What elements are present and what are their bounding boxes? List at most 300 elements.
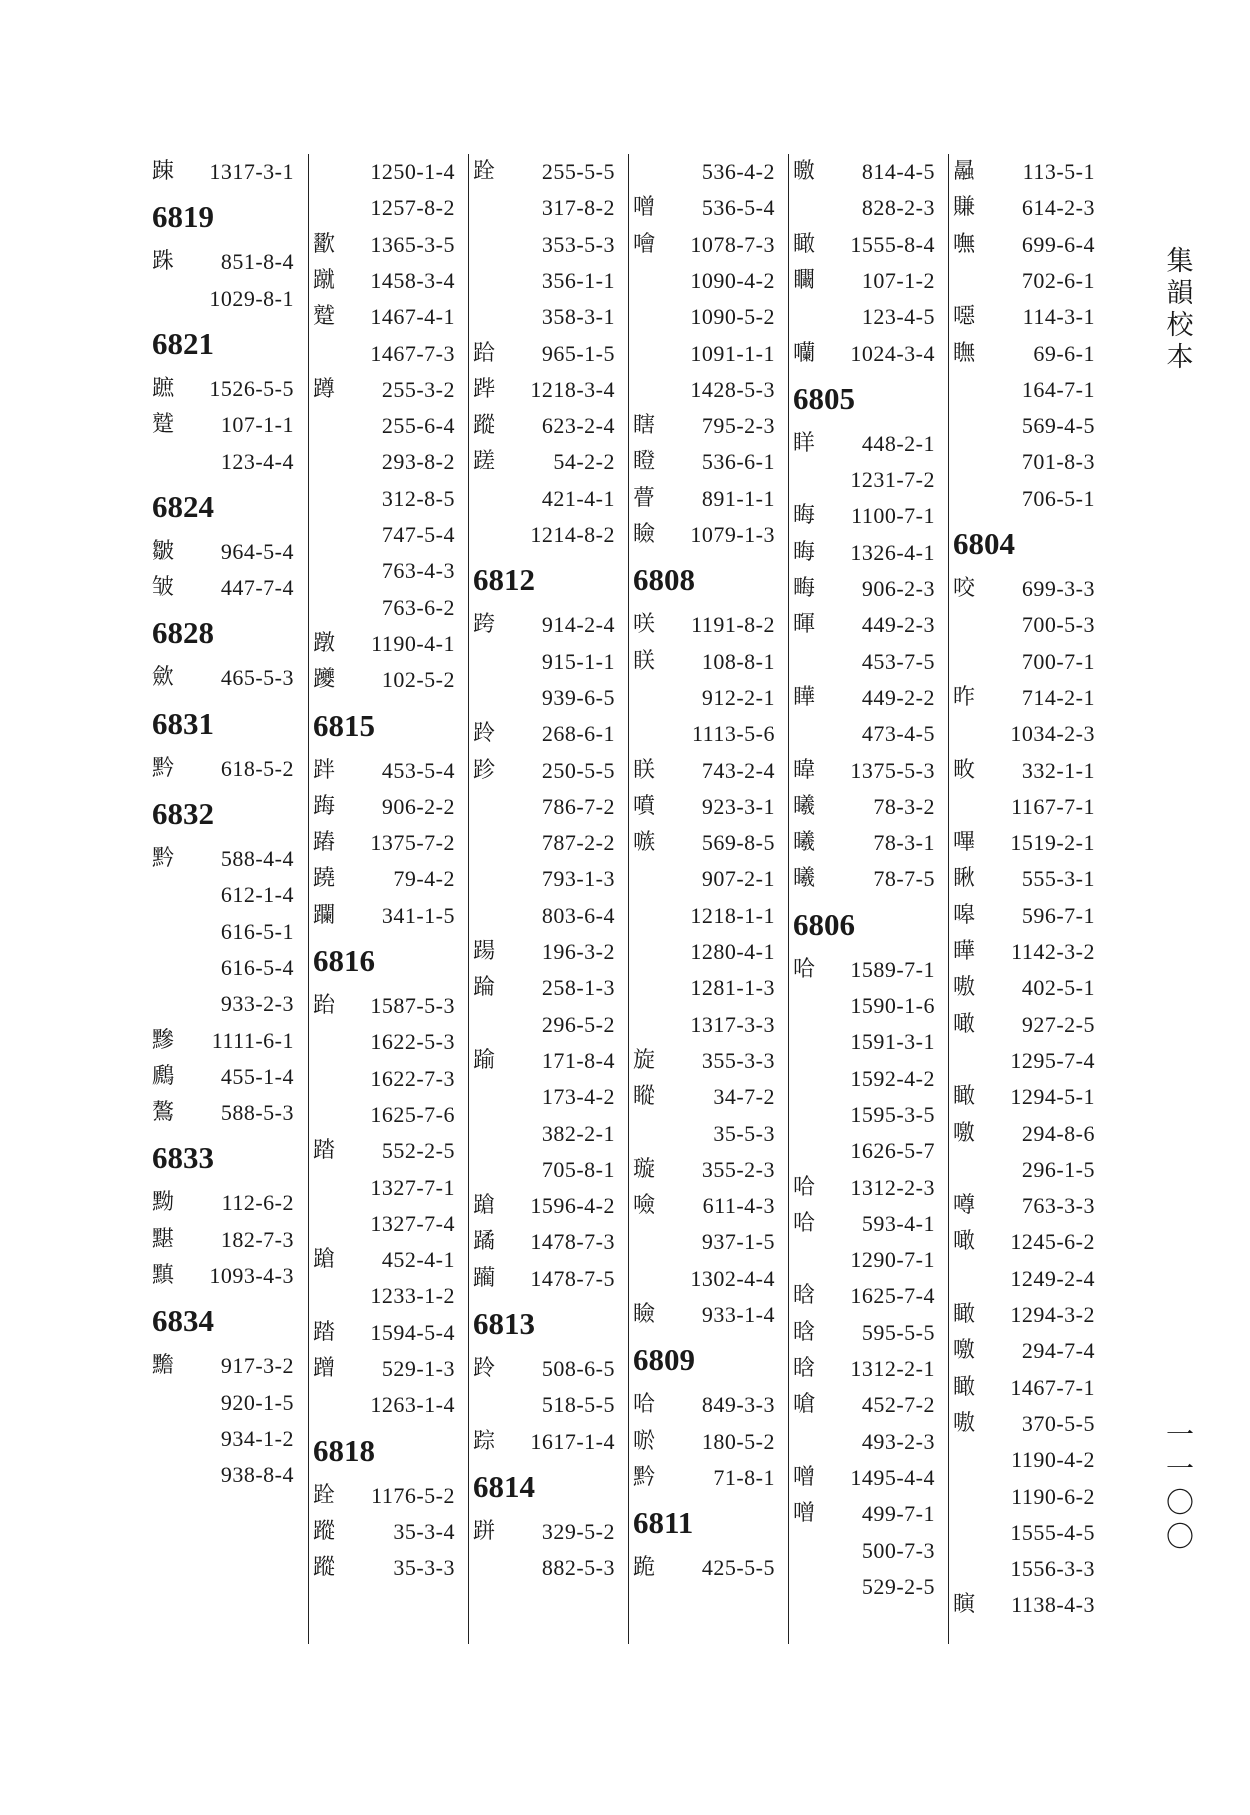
index-entry bbox=[629, 1116, 779, 1152]
entry-reference: 258-1-3 bbox=[541, 975, 615, 1001]
index-entry bbox=[949, 789, 1099, 825]
entry-reference: 763-3-3 bbox=[1021, 1193, 1095, 1219]
entry-reference: 915-1-1 bbox=[541, 648, 615, 674]
index-entry bbox=[629, 680, 779, 716]
entry-character: 矙 bbox=[793, 267, 816, 293]
entry-reference: 1024-3-4 bbox=[850, 340, 935, 366]
entry-reference: 1327-7-4 bbox=[370, 1210, 455, 1236]
index-entry bbox=[949, 970, 1099, 1006]
entry-reference: 78-3-1 bbox=[873, 830, 935, 856]
entry-reference: 329-5-2 bbox=[541, 1518, 615, 1544]
entry-reference: 465-5-3 bbox=[220, 665, 294, 691]
entry-reference: 71-8-1 bbox=[713, 1464, 775, 1490]
entry-reference: 595-5-5 bbox=[861, 1319, 935, 1345]
index-column-6 bbox=[948, 154, 1109, 1644]
entry-reference: 1290-7-1 bbox=[850, 1247, 935, 1273]
entry-reference: 452-7-2 bbox=[861, 1392, 935, 1418]
index-entry bbox=[309, 626, 459, 662]
index-entry bbox=[949, 1551, 1099, 1587]
index-entry bbox=[469, 716, 619, 752]
entry-reference: 1375-5-3 bbox=[850, 757, 935, 783]
index-entry bbox=[148, 1185, 298, 1221]
index-entry bbox=[789, 1024, 939, 1060]
entry-reference: 113-5-1 bbox=[1022, 159, 1095, 184]
index-entry bbox=[469, 970, 619, 1006]
entry-character: 晗 bbox=[793, 1319, 816, 1345]
index-entry bbox=[949, 898, 1099, 934]
section-heading: 6831 bbox=[152, 705, 214, 741]
index-entry bbox=[949, 408, 1099, 444]
entry-reference: 763-6-2 bbox=[381, 594, 455, 620]
entry-reference: 1029-8-1 bbox=[209, 285, 294, 311]
entry-character: 瞼 bbox=[633, 1302, 656, 1327]
entry-reference: 1090-5-2 bbox=[690, 304, 775, 330]
index-entry bbox=[309, 825, 459, 861]
index-entry bbox=[629, 263, 779, 299]
section-heading: 6834 bbox=[152, 1303, 214, 1339]
entry-character: 瞅 bbox=[953, 866, 976, 892]
entry-reference: 518-5-5 bbox=[541, 1392, 615, 1418]
index-entry bbox=[148, 444, 298, 480]
entry-reference: 702-6-1 bbox=[1021, 267, 1095, 293]
entry-reference: 938-8-4 bbox=[220, 1462, 294, 1488]
index-entry bbox=[629, 1460, 779, 1496]
index-entry bbox=[309, 861, 459, 897]
section-heading: 6816 bbox=[313, 943, 375, 978]
index-entry bbox=[949, 825, 1099, 861]
index-entry bbox=[469, 1188, 619, 1224]
index-entry bbox=[789, 716, 939, 752]
entry-character: 噌 bbox=[633, 195, 656, 221]
entry-reference: 588-4-4 bbox=[220, 846, 294, 871]
entry-reference: 939-6-5 bbox=[541, 684, 615, 710]
index-entry bbox=[789, 1061, 939, 1097]
entry-character: 蹭 bbox=[313, 1356, 336, 1381]
index-entry bbox=[629, 1152, 779, 1188]
index-entry bbox=[949, 1515, 1099, 1551]
entry-reference: 54-2-2 bbox=[553, 449, 615, 475]
index-entry bbox=[309, 517, 459, 553]
section-heading: 6805 bbox=[793, 380, 855, 416]
entry-reference: 112-6-2 bbox=[221, 1190, 294, 1216]
entry-reference: 914-2-4 bbox=[541, 612, 615, 638]
entry-reference: 814-4-5 bbox=[861, 159, 935, 184]
entry-character: 噞 bbox=[633, 1193, 656, 1219]
index-entry bbox=[789, 789, 939, 825]
index-entry bbox=[789, 498, 939, 534]
entry-reference: 69-6-1 bbox=[1033, 340, 1095, 366]
entry-reference: 706-5-1 bbox=[1021, 485, 1095, 511]
entry-character: 跪 bbox=[633, 1555, 656, 1581]
entry-reference: 1249-2-4 bbox=[1010, 1265, 1095, 1291]
entry-reference: 1317-3-1 bbox=[209, 159, 294, 184]
entry-reference: 1295-7-4 bbox=[1010, 1047, 1095, 1073]
index-entry bbox=[148, 534, 298, 570]
entry-reference: 453-5-4 bbox=[381, 757, 455, 783]
entry-reference: 699-3-3 bbox=[1021, 576, 1095, 601]
index-entry bbox=[469, 1079, 619, 1115]
index-columns bbox=[148, 154, 1098, 1644]
entry-reference: 1458-3-4 bbox=[370, 267, 455, 293]
index-entry bbox=[789, 607, 939, 643]
entry-reference: 508-6-5 bbox=[541, 1356, 615, 1381]
index-entry bbox=[469, 789, 619, 825]
entry-character: 曄 bbox=[953, 939, 976, 964]
page-number: 一一〇〇 bbox=[1165, 1418, 1194, 1553]
index-entry bbox=[148, 1222, 298, 1258]
entry-reference: 1312-2-3 bbox=[850, 1174, 935, 1200]
index-entry bbox=[789, 1351, 939, 1387]
entry-reference: 1218-3-4 bbox=[530, 376, 615, 402]
index-entry bbox=[309, 1278, 459, 1314]
index-entry bbox=[469, 680, 619, 716]
entry-character: 瞪 bbox=[633, 449, 656, 475]
entry-character: 黝 bbox=[152, 1190, 175, 1216]
index-entry bbox=[629, 644, 779, 680]
entry-character: 噂 bbox=[953, 1193, 976, 1219]
entry-character: 噲 bbox=[633, 231, 656, 257]
entry-reference: 455-1-4 bbox=[220, 1063, 294, 1089]
entry-character: 躨 bbox=[313, 667, 336, 693]
entry-character: 蹤 bbox=[313, 1518, 336, 1544]
entry-reference: 1495-4-4 bbox=[850, 1464, 935, 1490]
entry-character: 黔 bbox=[633, 1464, 656, 1490]
entry-reference: 493-2-3 bbox=[861, 1428, 935, 1454]
entry-reference: 787-2-2 bbox=[541, 830, 615, 856]
index-entry bbox=[469, 1261, 619, 1297]
index-entry bbox=[469, 934, 619, 970]
entry-reference: 1190-6-2 bbox=[1011, 1483, 1095, 1509]
entry-reference: 933-2-3 bbox=[220, 991, 294, 1017]
index-entry bbox=[629, 1261, 779, 1297]
entry-reference: 317-8-2 bbox=[541, 195, 615, 221]
entry-reference: 743-2-4 bbox=[701, 757, 775, 783]
entry-character: 踏 bbox=[313, 1138, 336, 1164]
index-entry bbox=[949, 299, 1099, 335]
index-entry bbox=[309, 1550, 459, 1586]
entry-character: 皺 bbox=[152, 538, 175, 564]
entry-character: 蹤 bbox=[473, 413, 496, 439]
index-entry bbox=[629, 934, 779, 970]
entry-reference: 449-2-3 bbox=[861, 612, 935, 638]
entry-reference: 1327-7-1 bbox=[370, 1174, 455, 1200]
index-entry bbox=[469, 372, 619, 408]
index-entry bbox=[949, 1007, 1099, 1043]
entry-character: 瞰 bbox=[793, 231, 816, 257]
section-heading: 6812 bbox=[473, 562, 535, 598]
entry-reference: 699-6-4 bbox=[1021, 231, 1095, 257]
entry-reference: 1280-4-1 bbox=[690, 939, 775, 964]
entry-reference: 927-2-5 bbox=[1021, 1011, 1095, 1037]
entry-reference: 102-5-2 bbox=[381, 667, 455, 693]
entry-reference: 35-3-3 bbox=[393, 1555, 455, 1581]
entry-reference: 294-8-6 bbox=[1021, 1120, 1095, 1146]
entry-character: 咬 bbox=[953, 576, 976, 601]
entry-reference: 1365-3-5 bbox=[370, 231, 455, 257]
entry-reference: 341-1-5 bbox=[381, 902, 455, 928]
index-entry bbox=[309, 662, 459, 698]
index-entry bbox=[789, 190, 939, 226]
index-entry bbox=[309, 1242, 459, 1278]
entry-reference: 78-3-2 bbox=[873, 793, 935, 819]
entry-reference: 296-1-5 bbox=[1021, 1156, 1095, 1182]
index-entry bbox=[629, 1387, 779, 1423]
entry-reference: 1245-6-2 bbox=[1010, 1229, 1095, 1255]
entry-character: 嗾 bbox=[633, 830, 656, 856]
entry-reference: 747-5-4 bbox=[381, 522, 455, 547]
entry-character: 噭 bbox=[953, 1338, 976, 1364]
entry-reference: 1587-5-3 bbox=[370, 993, 455, 1018]
entry-character: 噴 bbox=[633, 793, 656, 819]
index-entry bbox=[789, 336, 939, 372]
entry-reference: 1519-2-1 bbox=[1010, 830, 1095, 856]
index-entry bbox=[309, 1478, 459, 1514]
index-entry bbox=[949, 1152, 1099, 1188]
entry-character: 嗥 bbox=[953, 902, 976, 928]
entry-character: 跦 bbox=[152, 249, 175, 275]
entry-reference: 1231-7-2 bbox=[850, 467, 935, 493]
index-entry bbox=[469, 898, 619, 934]
index-entry bbox=[789, 299, 939, 335]
entry-character: 瞎 bbox=[633, 413, 656, 439]
entry-reference: 1591-3-1 bbox=[850, 1029, 935, 1055]
entry-character: 蹫 bbox=[473, 1229, 496, 1255]
index-entry bbox=[629, 607, 779, 643]
entry-character: 跧 bbox=[313, 1482, 336, 1508]
entry-reference: 1090-4-2 bbox=[690, 267, 775, 293]
index-entry bbox=[469, 644, 619, 680]
entry-reference: 552-2-5 bbox=[381, 1138, 455, 1164]
entry-reference: 1555-8-4 bbox=[850, 231, 935, 257]
entry-reference: 382-2-1 bbox=[541, 1120, 615, 1146]
index-entry bbox=[309, 988, 459, 1024]
entry-reference: 1590-1-6 bbox=[850, 993, 935, 1018]
index-entry bbox=[148, 154, 298, 190]
index-entry bbox=[148, 1258, 298, 1294]
entry-reference: 612-1-4 bbox=[220, 882, 294, 908]
index-entry bbox=[148, 1457, 298, 1493]
entry-reference: 569-8-5 bbox=[701, 830, 775, 856]
index-entry bbox=[629, 789, 779, 825]
index-entry bbox=[789, 1278, 939, 1314]
entry-reference: 123-4-4 bbox=[220, 448, 294, 474]
index-entry bbox=[949, 154, 1099, 190]
entry-character: 曦 bbox=[793, 830, 816, 856]
entry-reference: 114-3-1 bbox=[1022, 304, 1095, 330]
index-entry bbox=[309, 1170, 459, 1206]
entry-reference: 906-2-3 bbox=[861, 576, 935, 601]
entry-reference: 1294-5-1 bbox=[1010, 1084, 1095, 1110]
entry-reference: 529-2-5 bbox=[861, 1573, 935, 1599]
index-entry bbox=[949, 1406, 1099, 1442]
index-entry bbox=[789, 462, 939, 498]
entry-reference: 700-7-1 bbox=[1021, 648, 1095, 674]
entry-reference: 268-6-1 bbox=[541, 721, 615, 747]
entry-reference: 616-5-4 bbox=[220, 954, 294, 980]
entry-character: 皱 bbox=[152, 575, 175, 601]
entry-reference: 611-4-3 bbox=[702, 1193, 775, 1219]
index-entry bbox=[629, 336, 779, 372]
index-entry bbox=[469, 1043, 619, 1079]
entry-character: 踰 bbox=[473, 1047, 496, 1073]
book-title: 集韻校本 bbox=[1166, 246, 1194, 373]
entry-character: 瞱 bbox=[793, 684, 816, 710]
index-entry bbox=[949, 372, 1099, 408]
entry-character: 嗷 bbox=[953, 1410, 976, 1436]
index-column-3 bbox=[468, 154, 629, 1644]
entry-reference: 1556-3-3 bbox=[1010, 1556, 1095, 1582]
index-entry bbox=[309, 898, 459, 934]
entry-character: 歛 bbox=[152, 665, 175, 691]
index-entry bbox=[949, 336, 1099, 372]
index-entry bbox=[949, 263, 1099, 299]
index-entry bbox=[949, 1079, 1099, 1115]
entry-reference: 452-4-1 bbox=[381, 1247, 455, 1273]
index-entry bbox=[949, 444, 1099, 480]
entry-reference: 1589-7-1 bbox=[850, 956, 935, 982]
index-entry bbox=[469, 336, 619, 372]
index-entry bbox=[789, 1133, 939, 1169]
index-entry bbox=[949, 1587, 1099, 1623]
index-entry bbox=[469, 517, 619, 553]
index-entry bbox=[629, 517, 779, 553]
index-entry bbox=[949, 753, 1099, 789]
index-entry bbox=[789, 861, 939, 897]
entry-reference: 255-6-4 bbox=[381, 413, 455, 439]
entry-reference: 1595-3-5 bbox=[850, 1101, 935, 1127]
entry-reference: 107-1-2 bbox=[861, 267, 935, 293]
index-entry bbox=[789, 1242, 939, 1278]
entry-character: 噌 bbox=[793, 1464, 816, 1490]
index-entry bbox=[309, 227, 459, 263]
entry-reference: 332-1-1 bbox=[1021, 757, 1095, 783]
entry-reference: 1263-1-4 bbox=[370, 1392, 455, 1418]
index-entry bbox=[309, 1097, 459, 1133]
index-entry bbox=[629, 898, 779, 934]
entry-reference: 453-7-5 bbox=[861, 648, 935, 674]
index-entry bbox=[789, 1315, 939, 1351]
index-entry bbox=[148, 660, 298, 696]
section-heading: 6821 bbox=[152, 325, 214, 361]
index-entry bbox=[789, 227, 939, 263]
entry-character: 畮 bbox=[793, 576, 816, 601]
entry-reference: 356-1-1 bbox=[541, 267, 615, 293]
entry-character: 囒 bbox=[793, 340, 816, 366]
section-heading: 6811 bbox=[633, 1505, 694, 1541]
entry-reference: 912-2-1 bbox=[701, 684, 775, 710]
entry-reference: 1191-8-2 bbox=[691, 612, 775, 638]
index-entry bbox=[629, 825, 779, 861]
index-entry bbox=[629, 1224, 779, 1260]
index-entry bbox=[148, 950, 298, 986]
index-entry bbox=[789, 1097, 939, 1133]
index-entry bbox=[789, 644, 939, 680]
entry-character: 踚 bbox=[473, 975, 496, 1001]
entry-character: 暐 bbox=[793, 757, 816, 783]
index-entry bbox=[309, 1315, 459, 1351]
index-entry bbox=[148, 570, 298, 606]
entry-character: 蹌 bbox=[473, 1193, 496, 1219]
index-entry bbox=[309, 263, 459, 299]
section-heading: 6819 bbox=[152, 199, 214, 235]
index-entry bbox=[789, 571, 939, 607]
index-entry bbox=[789, 1496, 939, 1532]
section-heading: 6814 bbox=[473, 1468, 535, 1504]
index-entry bbox=[309, 408, 459, 444]
entry-character: 蹵 bbox=[152, 412, 175, 438]
index-entry bbox=[469, 1351, 619, 1387]
index-entry bbox=[789, 426, 939, 462]
section-heading: 6806 bbox=[793, 906, 855, 942]
index-entry bbox=[148, 1421, 298, 1457]
entry-character: 晦 bbox=[793, 539, 816, 565]
entry-reference: 1138-4-3 bbox=[1011, 1592, 1095, 1618]
index-entry bbox=[309, 1387, 459, 1423]
entry-character: 曦 bbox=[793, 866, 816, 892]
index-column-2 bbox=[308, 154, 469, 1644]
index-entry bbox=[148, 877, 298, 913]
entry-reference: 1467-7-1 bbox=[1010, 1374, 1095, 1400]
index-column-5 bbox=[788, 154, 949, 1644]
entry-reference: 536-5-4 bbox=[701, 195, 775, 221]
entry-character: 跧 bbox=[473, 159, 496, 184]
entry-reference: 1034-2-3 bbox=[1010, 721, 1095, 747]
index-entry bbox=[789, 680, 939, 716]
entry-reference: 882-5-3 bbox=[541, 1555, 615, 1581]
index-entry bbox=[148, 986, 298, 1022]
entry-character: 跰 bbox=[473, 1518, 496, 1544]
entry-character: 曧 bbox=[953, 159, 976, 184]
entry-reference: 803-6-4 bbox=[541, 902, 615, 928]
index-entry bbox=[629, 1007, 779, 1043]
section-heading: 6818 bbox=[313, 1432, 375, 1468]
index-entry bbox=[789, 1533, 939, 1569]
entry-character: 晦 bbox=[793, 503, 816, 529]
index-entry bbox=[949, 227, 1099, 263]
entry-character: 踈 bbox=[152, 159, 175, 184]
index-entry bbox=[309, 1024, 459, 1060]
index-entry bbox=[469, 1514, 619, 1550]
entry-character: 跨 bbox=[473, 612, 496, 638]
entry-character: 踇 bbox=[313, 793, 336, 819]
index-entry bbox=[309, 1351, 459, 1387]
index-entry bbox=[789, 263, 939, 299]
entry-reference: 78-7-5 bbox=[873, 866, 935, 892]
entry-reference: 1312-2-1 bbox=[850, 1356, 935, 1381]
index-entry bbox=[949, 680, 1099, 716]
index-entry bbox=[629, 299, 779, 335]
entry-reference: 1625-7-4 bbox=[850, 1283, 935, 1309]
entry-character: 曒 bbox=[793, 159, 816, 184]
entry-character: 蹠 bbox=[152, 375, 175, 401]
index-entry bbox=[148, 371, 298, 407]
index-entry bbox=[469, 263, 619, 299]
index-entry bbox=[949, 934, 1099, 970]
entry-character: 鷉 bbox=[152, 1063, 175, 1089]
section-heading: 6804 bbox=[953, 526, 1015, 561]
entry-reference: 1167-7-1 bbox=[1011, 793, 1095, 819]
index-entry bbox=[789, 1424, 939, 1460]
entry-character: 跆 bbox=[313, 993, 336, 1018]
index-entry bbox=[789, 988, 939, 1024]
index-entry bbox=[629, 1188, 779, 1224]
section-heading: 6815 bbox=[313, 707, 375, 743]
entry-reference: 933-1-4 bbox=[701, 1302, 775, 1327]
index-entry bbox=[469, 1387, 619, 1423]
index-entry bbox=[469, 1550, 619, 1586]
index-entry bbox=[148, 407, 298, 443]
entry-character: 瞢 bbox=[633, 485, 656, 511]
